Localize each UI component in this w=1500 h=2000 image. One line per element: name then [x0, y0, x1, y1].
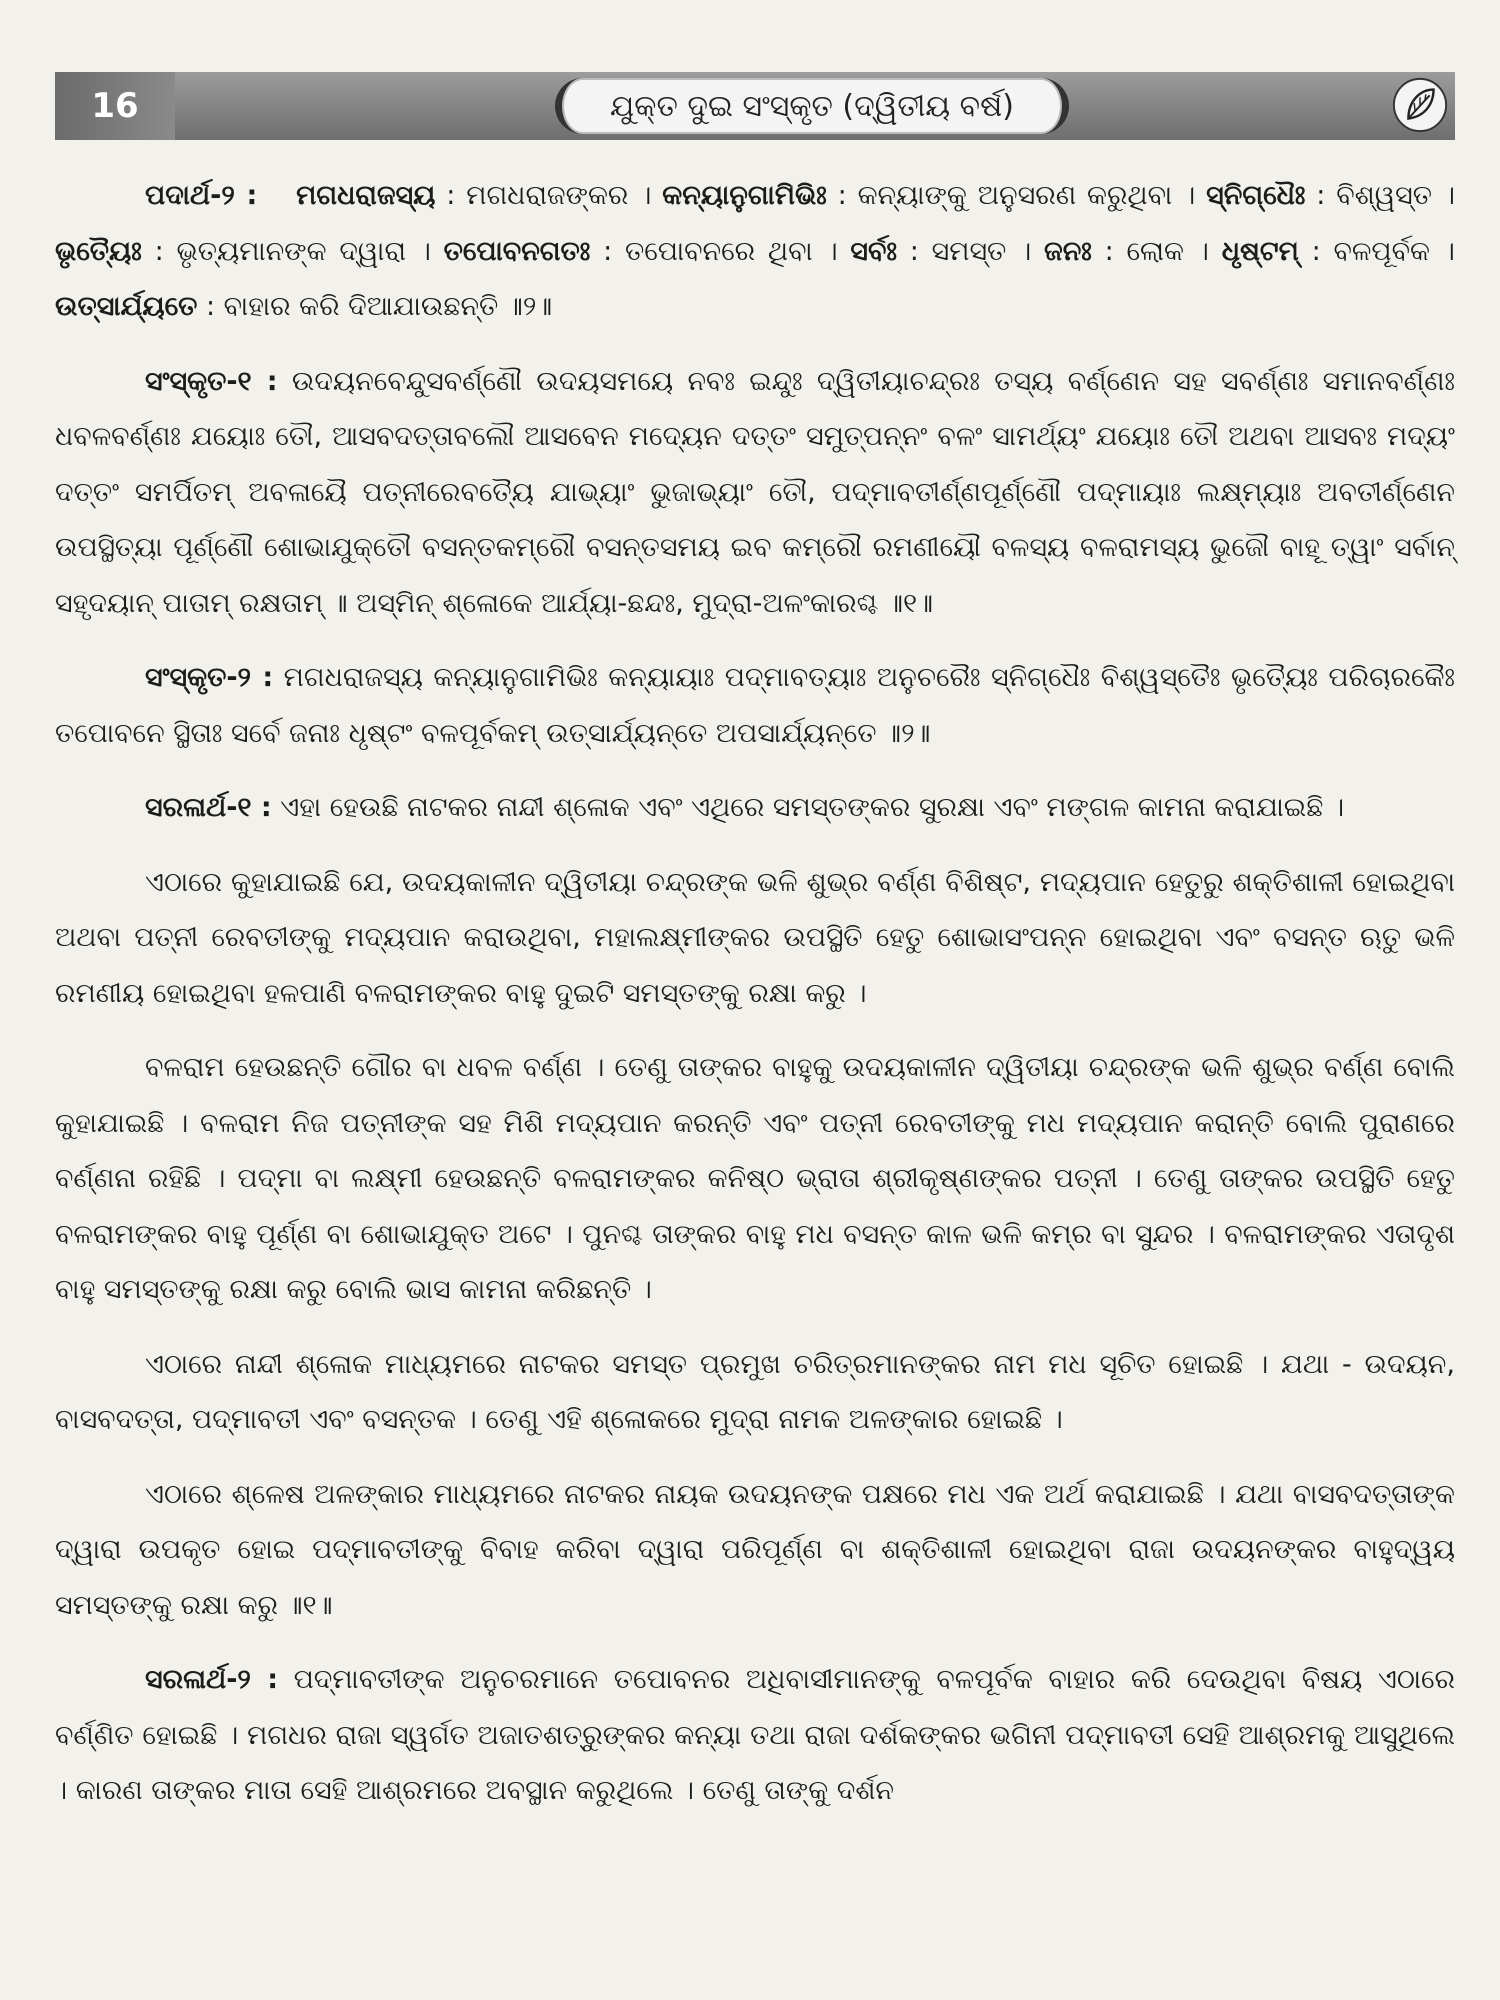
- gloss-meaning: : ବାହାର କରି ଦିଆଯାଉଛନ୍ତି ॥୨॥: [205, 291, 553, 322]
- gloss-term: ସର୍ବଃ: [850, 235, 897, 267]
- page-number: 16: [55, 72, 175, 140]
- gloss-term: ଧୃଷ୍ଟମ୍: [1221, 235, 1299, 267]
- gloss-term: ସ୍ନିଗ୍ଧୈଃ: [1206, 180, 1306, 211]
- saralartha-1-paragraph: ଏଠାରେ କୁହାଯାଇଛି ଯେ, ଉଦୟକାଳୀନ ଦ୍ୱିତୀୟା ଚନ୍ଦ୍ରଙ୍କ ଭଳି ଶୁଭ୍ର ବର୍ଣ୍ଣ ବିଶିଷ୍ଟ, ମଦ୍ୟପାନ ହେତୁରୁ ଶକ୍ତିଶାଳୀ ହୋଇଥିବା ଅଥବା ପତ୍ନୀ ରେବତୀଙ୍କୁ ମଦ୍ୟପାନ କରାଉଥିବା, ମହାଲକ୍ଷ୍ମୀଙ୍କର ଉପସ୍ଥିତି ହେତୁ ଶୋଭାସଂପନ୍ନ ହୋଇଥିବା ଏବଂ ବସନ୍ତ ଋତୁ ଭଳି ରମଣୀୟ ହୋଇଥିବା ହଳପାଣି ବଳରାମଙ୍କର ବାହୁ ଦୁଇଟି ସମସ୍ତଙ୍କୁ ରକ୍ଷା କରୁ ।: [55, 866, 1455, 1009]
- gloss-meaning: : ବିଶ୍ୱସ୍ତ ।: [1316, 180, 1456, 211]
- sanskrit-2-section: [55, 650, 1455, 761]
- saralartha-1-section: [55, 780, 1455, 836]
- saralartha-2-heading: ସରଳାର୍ଥ-୨ :: [145, 1664, 279, 1695]
- sanskrit-1-section: [55, 354, 1455, 632]
- padartha-2-section: [55, 168, 1455, 335]
- gloss-meaning: : ତପୋବନରେ ଥିବା ।: [603, 235, 838, 267]
- gloss-meaning: : କନ୍ୟାଙ୍କୁ ଅନୁସରଣ କରୁଥିବା ।: [837, 180, 1196, 211]
- saralartha-2-section: [55, 1652, 1455, 1819]
- gloss-meaning: : ସମସ୍ତ ।: [909, 235, 1032, 267]
- sanskrit-2-heading: ସଂସ୍କୃତ-୨ :: [145, 662, 274, 693]
- page-header: [55, 72, 1455, 140]
- saralartha-1-paragraph: ବଳରାମ ହେଉଛନ୍ତି ଗୌର ବା ଧବଳ ବର୍ଣ୍ଣ । ତେଣୁ ତାଙ୍କର ବାହୁକୁ ଉଦୟକାଳୀନ ଦ୍ୱିତୀୟା ଚନ୍ଦ୍ରଙ୍କ ଭଳି ଶୁଭ୍ର ବର୍ଣ୍ଣ ବୋଲି କୁହାଯାଇଛି । ବଳରାମ ନିଜ ପତ୍ନୀଙ୍କ ସହ ମିଶି ମଦ୍ୟପାନ କରନ୍ତି ଏବଂ ପତ୍ନୀ ରେବତୀଙ୍କୁ ମଧ ମଦ୍ୟପାନ କରାନ୍ତି ବୋଲି ପୁରାଣରେ ବର୍ଣ୍ଣନା ରହିଛି । ପଦ୍ମା ବା ଲକ୍ଷ୍ମୀ ହେଉଛନ୍ତି ବଳରାମଙ୍କର କନିଷ୍ଠ ଭ୍ରାତା ଶ୍ରୀକୃଷ୍ଣଙ୍କର ପତ୍ନୀ । ତେଣୁ ତାଙ୍କର ଉପସ୍ଥିତି ହେତୁ ବଳରାମଙ୍କର ବାହୁ ପୂର୍ଣ୍ଣ ବା ଶୋଭାଯୁକ୍ତ ଅଟେ । ପୁନଶ୍ଚ ତାଙ୍କର ବାହୁ ମଧ ବସନ୍ତ କାଳ ଭଳି କମ୍ର ବା ସୁନ୍ଦର । ବଳରାମଙ୍କର ଏତାଦୃଶ ବାହୁ ସମସ୍ତଙ୍କୁ ରକ୍ଷା କରୁ ବୋଲି ଭାସ କାମନା କରିଛନ୍ତି ।: [55, 1052, 1455, 1305]
- gloss-meaning: : ବଳପୂର୍ବକ ।: [1311, 235, 1455, 267]
- saralartha-1-intro: ଏହା ହେଉଛି ନାଟକର ନାନ୍ଦୀ ଶ୍ଳୋକ ଏବଂ ଏଥିରେ ସମସ୍ତଙ୍କର ସୁରକ୍ଷା ଏବଂ ମଙ୍ଗଳ କାମନା କରାଯାଇଛି ।: [280, 792, 1345, 823]
- gloss-meaning: : ମଗଧରାଜଙ୍କର ।: [446, 180, 652, 211]
- padartha-2-heading: ପଦାର୍ଥ-୨ :: [145, 180, 258, 211]
- sanskrit-1-text: ଉଦୟନବେନ୍ଦୁସବର୍ଣ୍ଣୌ ଉଦୟସମୟେ ନବଃ ଇନ୍ଦୁଃ ଦ୍ୱିତୀୟାଚନ୍ଦ୍ରଃ ତସ୍ୟ ବର୍ଣ୍ଣେନ ସହ ସବର୍ଣ୍ଣଃ ସମାନବର୍ଣ୍ଣଃ ଧବଳବର୍ଣ୍ଣଃ ଯୟୋଃ ତୌ, ଆସବଦତ୍ତାବଲୌ ଆସବେନ ମଦ୍ୟେନ ଦତ୍ତଂ ସମୁତ୍ପନ୍ନଂ ବଳଂ ସାମର୍ଥ୍ୟଂ ଯୟୋଃ ତୌ ଅଥବା ଆସବଃ ମଦ୍ୟଂ ଦତ୍ତଂ ସମର୍ପିତମ୍ ଅବଳାୟୈ ପତ୍ନୀରେବତ୍ୟୈ ଯାଭ୍ୟାଂ ଭୁଜାଭ୍ୟାଂ ତୌ, ପଦ୍ମାବତୀର୍ଣ୍ଣପୂର୍ଣ୍ଣୌ ପଦ୍ମାୟାଃ ଲକ୍ଷ୍ମ୍ୟାଃ ଅବତୀର୍ଣ୍ଣେନ ଉପସ୍ଥିତ୍ୟା ପୂର୍ଣ୍ଣୌ ଶୋଭାଯୁକ୍ତୌ ବସନ୍ତକମ୍ରୌ ବସନ୍ତସମୟ ଇବ କମ୍ରୌ ରମଣୀୟୌ ବଳସ୍ୟ ବଳରାମସ୍ୟ ଭୁଜୌ ବାହୂ ତ୍ୱାଂ ସର୍ବାନ୍ ସହୃଦୟାନ୍ ପାତାମ୍ ରକ୍ଷତାମ୍ ॥ ଅସ୍ମିନ୍ ଶ୍ଳୋକେ ଆର୍ଯ୍ୟା-ଛନ୍ଦଃ, ମୁଦ୍ରା-ଅଳଂକାରଶ୍ଚ ॥୧॥: [55, 365, 1455, 619]
- gloss-meaning: : ଲୋକ ।: [1104, 235, 1209, 267]
- saralartha-1-paragraph: ଏଠାରେ ଶ୍ଳେଷ ଅଳଙ୍କାର ମାଧ୍ୟମରେ ନାଟକର ନାୟକ ଉଦୟନଙ୍କ ପକ୍ଷରେ ମଧ ଏକ ଅର୍ଥ କରାଯାଇଛି । ଯଥା ବାସବଦତ୍ତାଙ୍କ ଦ୍ୱାରା ଉପକୃତ ହୋଇ ପଦ୍ମାବତୀଙ୍କୁ ବିବାହ କରିବା ଦ୍ୱାରା ପରିପୂର୍ଣ୍ଣ ବା ଶକ୍ତିଶାଳୀ ହୋଇଥିବା ରାଜା ଉଦୟନଙ୍କର ବାହୁଦ୍ୱୟ ସମସ୍ତଙ୍କୁ ରକ୍ଷା କରୁ ॥୧॥: [55, 1478, 1455, 1621]
- book-title: ଯୁକ୍ତ ଦୁଇ ସଂସ୍କୃତ (ଦ୍ୱିତୀୟ ବର୍ଷ): [555, 78, 1069, 134]
- gloss-term: ଜନଃ: [1044, 235, 1092, 267]
- sanskrit-2-text: ମଗଧରାଜସ୍ୟ କନ୍ୟାନୁଗାମିଭିଃ କନ୍ୟାୟାଃ ପଦ୍ମାବତ୍ୟାଃ ଅନୁଚରୈଃ ସ୍ନିଗ୍ଧୈଃ ବିଶ୍ୱସ୍ତୈଃ ଭୃତ୍ୟୈଃ ପରିଚାରକୈଃ ତପୋବନେ ସ୍ଥିତାଃ ସର୍ବେ ଜନାଃ ଧୃଷ୍ଟଂ ବଳପୂର୍ବକମ୍ ଉତ୍ସାର୍ଯ୍ୟନ୍ତେ ଅପସାର୍ଯ୍ୟନ୍ତେ ॥୨॥: [55, 662, 1455, 749]
- sanskrit-1-heading: ସଂସ୍କୃତ-୧ :: [145, 365, 278, 397]
- gloss-term: ଭୃତ୍ୟୈଃ: [55, 235, 142, 267]
- gloss-term: ମଗଧରାଜସ୍ୟ: [296, 180, 436, 211]
- leaf-icon: [1391, 76, 1449, 134]
- saralartha-1-heading: ସରଳାର୍ଥ-୧ :: [145, 792, 272, 823]
- saralartha-1-paragraph: ଏଠାରେ ନାନ୍ଦୀ ଶ୍ଳୋକ ମାଧ୍ୟମରେ ନାଟକର ସମସ୍ତ ପ୍ରମୁଖ ଚରିତ୍ରମାନଙ୍କର ନାମ ମଧ ସୂଚିତ ହୋଇଛି । ଯଥା - ଉଦୟନ, ବାସବଦତ୍ତା, ପଦ୍ମାବତୀ ଏବଂ ବସନ୍ତକ । ତେଣୁ ଏହି ଶ୍ଳୋକରେ ମୁଦ୍ରା ନାମକ ଅଳଙ୍କାର ହୋଇଛି ।: [55, 1348, 1455, 1435]
- gloss-term: କନ୍ୟାନୁଗାମିଭିଃ: [662, 180, 827, 211]
- gloss-term: ତପୋବନଗତଃ: [443, 235, 591, 267]
- page-body: [55, 168, 1455, 1838]
- gloss-meaning: : ଭୃତ୍ୟମାନଙ୍କ ଦ୍ୱାରା ।: [154, 235, 431, 267]
- saralartha-2-text: ପଦ୍ମାବତୀଙ୍କ ଅନୁଚରମାନେ ତପୋବନର ଅଧିବାସୀମାନଙ୍କୁ ବଳପୂର୍ବକ ବାହାର କରି ଦେଉଥିବା ବିଷୟ ଏଠାରେ ବର୍ଣ୍ଣିତ ହୋଇଛି । ମଗଧର ରାଜା ସ୍ୱର୍ଗତ ଅଜାତଶତ୍ରୁଙ୍କର କନ୍ୟା ତଥା ରାଜା ଦର୍ଶକଙ୍କର ଭଗିନୀ ପଦ୍ମାବତୀ ସେହି ଆଶ୍ରମକୁ ଆସୁଥିଲେ । କାରଣ ତାଙ୍କର ମାତା ସେହି ଆଶ୍ରମରେ ଅବସ୍ଥାନ କରୁଥିଲେ । ତେଣୁ ତାଙ୍କୁ ଦର୍ଶନ: [55, 1664, 1456, 1806]
- gloss-term: ଉତ୍ସାର୍ଯ୍ୟତେ: [55, 291, 198, 322]
